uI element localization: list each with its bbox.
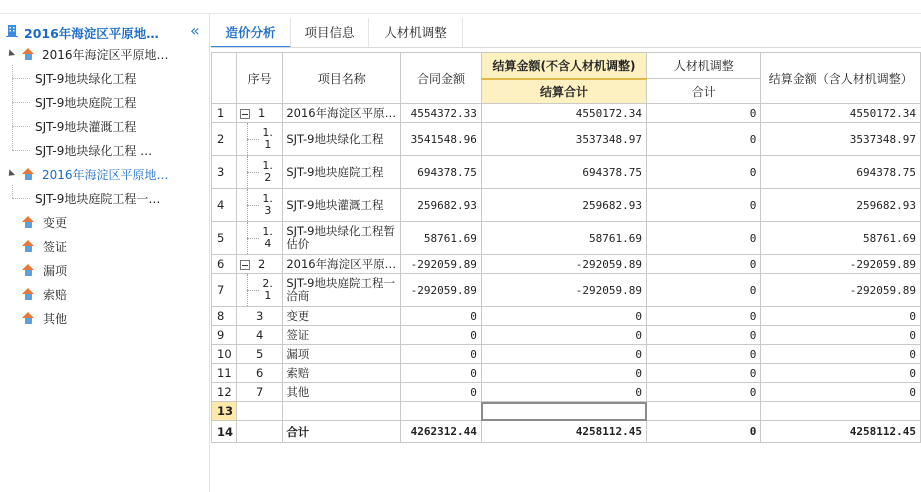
settle-cell[interactable]: 0 [481, 326, 646, 345]
seq-number: 7 [256, 385, 264, 399]
rcj-cell[interactable]: 0 [647, 364, 761, 383]
name-cell[interactable]: SJT-9地块庭院工程一洽商 [283, 274, 401, 307]
seq-number [262, 226, 273, 250]
tab-bar [211, 14, 921, 48]
settle-cell[interactable]: 0 [481, 364, 646, 383]
total-row[interactable] [212, 421, 921, 443]
name-cell[interactable]: 索赔 [283, 364, 401, 383]
tree-item[interactable] [0, 67, 210, 89]
settle-cell[interactable]: 0 [481, 383, 646, 402]
home-icon [22, 312, 35, 324]
contract-cell[interactable]: 4554372.33 [401, 104, 482, 123]
seq-number: 5 [256, 347, 264, 361]
tree-connector [247, 238, 259, 239]
row-number[interactable]: 5 [212, 222, 237, 255]
header-rcj: 人材机调整 [647, 53, 761, 79]
tree-connector [12, 126, 30, 127]
name-cell[interactable]: 其他 [283, 383, 401, 402]
seq-line-2: 3 [264, 204, 272, 217]
tree-group-label: 2016年海淀区平原地… [42, 48, 169, 62]
name-cell[interactable]: SJT-9地块绿化工程 [283, 123, 401, 156]
rcj-cell[interactable]: 0 [647, 222, 761, 255]
seq-cell [237, 364, 283, 383]
rcj-cell[interactable]: 0 [647, 345, 761, 364]
row-number[interactable]: 7 [212, 274, 237, 307]
tree-item-label: SJT-9地块绿化工程 [35, 72, 137, 86]
project-tree-panel [0, 14, 210, 492]
seq-cell [237, 156, 283, 189]
tree-connector [12, 102, 30, 103]
tree-root[interactable] [0, 21, 210, 43]
settle-incl-cell[interactable]: 259682.93 [761, 189, 921, 222]
seq-cell [237, 104, 283, 123]
seq-cell [237, 383, 283, 402]
name-cell[interactable]: 签证 [283, 326, 401, 345]
contract-cell[interactable]: 0 [401, 307, 482, 326]
tree-item-label: 索赔 [43, 288, 68, 302]
table-row[interactable] [212, 156, 921, 189]
tree-item-label: 漏项 [43, 264, 68, 278]
contract-cell[interactable]: -292059.89 [401, 274, 482, 307]
tree-connector [247, 139, 259, 140]
tree-item-label: 签证 [43, 240, 68, 254]
rcj-cell[interactable]: 0 [647, 123, 761, 156]
settle-cell[interactable]: 259682.93 [481, 189, 646, 222]
total-label: 合计 [283, 421, 401, 443]
expand-arrow-icon[interactable] [6, 49, 15, 58]
name-cell[interactable]: SJT-9地块绿化工程暂估价 [283, 222, 401, 255]
contract-cell[interactable] [401, 402, 482, 421]
rcj-cell[interactable]: 0 [647, 156, 761, 189]
settle-cell[interactable]: 58761.69 [481, 222, 646, 255]
name-cell[interactable] [283, 402, 401, 421]
row-number[interactable]: 1 [212, 104, 237, 123]
seq-number [262, 278, 273, 302]
name-cell[interactable]: SJT-9地块灌溉工程 [283, 189, 401, 222]
row-number[interactable]: 9 [212, 326, 237, 345]
header-settle-incl: 结算金额（含人材机调整） [761, 53, 921, 104]
header-contract: 合同金额 [401, 53, 482, 104]
row-number[interactable]: 8 [212, 307, 237, 326]
tree-item-3[interactable] [0, 259, 210, 281]
total-rcj: 0 [647, 421, 761, 443]
settle-incl-cell[interactable]: -292059.89 [761, 255, 921, 274]
seq-line-2: 1 [264, 289, 272, 302]
rcj-cell[interactable]: 0 [647, 104, 761, 123]
total-contract: 4262312.44 [401, 421, 482, 443]
top-bar [0, 0, 921, 14]
row-number[interactable]: 13 [212, 402, 237, 421]
seq-number: 3 [256, 309, 264, 323]
name-cell[interactable]: 变更 [283, 307, 401, 326]
contract-cell[interactable]: 0 [401, 326, 482, 345]
table-row[interactable] [212, 307, 921, 326]
contract-cell[interactable]: 259682.93 [401, 189, 482, 222]
name-cell[interactable]: 漏项 [283, 345, 401, 364]
settle-incl-cell[interactable]: 0 [761, 383, 921, 402]
tab-project-info[interactable]: 项目信息 [291, 18, 369, 48]
tree-item[interactable] [0, 187, 210, 209]
settle-incl-cell[interactable]: 58761.69 [761, 222, 921, 255]
header-rcj-total: 合计 [647, 79, 761, 104]
contract-cell[interactable]: 0 [401, 383, 482, 402]
settle-cell[interactable]: 0 [481, 307, 646, 326]
tree-item[interactable] [0, 115, 210, 137]
tree-item[interactable] [0, 91, 210, 113]
seq-line-2: 1 [264, 138, 272, 151]
expand-arrow-icon[interactable] [6, 169, 15, 178]
row-number[interactable]: 10 [212, 345, 237, 364]
row-number[interactable]: 3 [212, 156, 237, 189]
tree-connector [12, 150, 30, 151]
tree-connector [12, 65, 13, 150]
seq-line-1: 2. [262, 277, 273, 290]
seq-line-1: 1. [262, 126, 273, 139]
home-icon [22, 48, 35, 60]
tab-cost-analysis[interactable]: 造价分析 [211, 18, 291, 48]
tree-connector [12, 78, 30, 79]
table-row[interactable] [212, 123, 921, 156]
row-number[interactable]: 4 [212, 189, 237, 222]
table-row[interactable] [212, 326, 921, 345]
home-icon [22, 216, 35, 228]
header-seq: 序号 [237, 53, 283, 104]
collapse-toggle-icon[interactable] [240, 260, 250, 270]
header-name: 项目名称 [283, 53, 401, 104]
building-icon [6, 24, 18, 37]
header-settle-total: 结算合计 [481, 79, 646, 104]
tree-group-label: 2016年海淀区平原地… [42, 168, 169, 182]
tree-item-label: 变更 [43, 216, 68, 230]
collapse-panel-icon[interactable]: « [190, 21, 200, 40]
seq-cell [237, 307, 283, 326]
header-settle-excl: 结算金额(不含人材机调整) [481, 53, 646, 79]
settle-incl-cell[interactable]: 0 [761, 326, 921, 345]
seq-line-1: 1. [262, 192, 273, 205]
table-row[interactable] [212, 274, 921, 307]
home-icon [22, 264, 35, 276]
table-row[interactable] [212, 222, 921, 255]
settle-incl-cell[interactable]: -292059.89 [761, 274, 921, 307]
header-row-number [212, 53, 237, 104]
settle-incl-cell[interactable]: 3537348.97 [761, 123, 921, 156]
name-cell[interactable]: SJT-9地块庭院工程 [283, 156, 401, 189]
collapse-toggle-icon[interactable] [240, 109, 250, 119]
seq-number: 2 [258, 257, 266, 271]
settle-incl-cell[interactable] [761, 402, 921, 421]
home-icon [22, 240, 35, 252]
tree-group-2[interactable] [0, 163, 210, 185]
row-number[interactable]: 2 [212, 123, 237, 156]
seq-cell [237, 222, 283, 255]
name-cell[interactable]: 2016年海淀区平原… [283, 255, 401, 274]
tree-connector [12, 185, 13, 198]
seq-number: 6 [256, 366, 264, 380]
seq-cell [237, 255, 283, 274]
settle-incl-cell[interactable]: 0 [761, 307, 921, 326]
tree-item-1[interactable] [0, 211, 210, 233]
table-row[interactable] [212, 364, 921, 383]
row-number[interactable]: 14 [212, 421, 237, 443]
row-number[interactable]: 6 [212, 255, 237, 274]
rcj-cell[interactable]: 0 [647, 255, 761, 274]
seq-number: 4 [256, 328, 264, 342]
table-row[interactable] [212, 255, 921, 274]
tree-root-label: 2016年海淀区平原地… [24, 26, 159, 41]
tree-item-label: SJT-9地块庭院工程一… [35, 192, 161, 206]
tree-item-5[interactable] [0, 307, 210, 329]
contract-cell[interactable]: 58761.69 [401, 222, 482, 255]
rcj-cell[interactable]: 0 [647, 189, 761, 222]
settle-incl-cell[interactable]: 4550172.34 [761, 104, 921, 123]
seq-cell [237, 421, 283, 443]
contract-cell[interactable]: 0 [401, 364, 482, 383]
settle-cell[interactable]: -292059.89 [481, 274, 646, 307]
tree-item[interactable] [0, 139, 210, 161]
home-icon [22, 288, 35, 300]
tree-item-label: SJT-9地块庭院工程 [35, 96, 137, 110]
rcj-cell[interactable] [647, 402, 761, 421]
tree-item-4[interactable] [0, 283, 210, 305]
rcj-cell[interactable]: 0 [647, 307, 761, 326]
table-row[interactable] [212, 104, 921, 123]
seq-number [262, 160, 273, 184]
contract-cell[interactable]: 3541548.96 [401, 123, 482, 156]
tree-connector [12, 198, 30, 199]
table-row[interactable] [212, 189, 921, 222]
settle-incl-cell[interactable]: 694378.75 [761, 156, 921, 189]
settle-incl-cell[interactable]: 0 [761, 345, 921, 364]
seq-cell [237, 274, 283, 307]
settle-cell[interactable]: 4550172.34 [481, 104, 646, 123]
table-row[interactable] [212, 383, 921, 402]
tab-divider [211, 47, 921, 48]
total-settle: 4258112.45 [481, 421, 646, 443]
settle-cell[interactable] [481, 402, 646, 421]
tree-item-label: SJT-9地块灌溉工程 [35, 120, 137, 134]
seq-cell [237, 326, 283, 345]
seq-line-1: 1. [262, 159, 273, 172]
settle-cell[interactable]: 0 [481, 345, 646, 364]
name-cell[interactable]: 2016年海淀区平原… [283, 104, 401, 123]
seq-cell [237, 123, 283, 156]
tree-connector [247, 172, 259, 173]
table-row[interactable] [212, 402, 921, 421]
seq-cell [237, 402, 283, 421]
seq-number [262, 193, 273, 217]
cost-analysis-grid [211, 52, 921, 443]
contract-cell[interactable]: 0 [401, 345, 482, 364]
row-number[interactable]: 12 [212, 383, 237, 402]
settle-incl-cell[interactable]: 0 [761, 364, 921, 383]
seq-line-2: 4 [264, 237, 272, 250]
rcj-cell[interactable]: 0 [647, 383, 761, 402]
seq-number [262, 127, 273, 151]
tree-item-label: SJT-9地块绿化工程 … [35, 144, 153, 158]
tab-material-adjust[interactable]: 人材机调整 [369, 18, 463, 48]
tree-connector [247, 205, 259, 206]
contract-cell[interactable]: 694378.75 [401, 156, 482, 189]
settle-cell[interactable]: 694378.75 [481, 156, 646, 189]
total-settle-incl: 4258112.45 [761, 421, 921, 443]
seq-cell [237, 345, 283, 364]
home-icon [22, 168, 35, 180]
seq-cell [237, 189, 283, 222]
seq-line-2: 2 [264, 171, 272, 184]
contract-cell[interactable]: -292059.89 [401, 255, 482, 274]
rcj-cell[interactable]: 0 [647, 326, 761, 345]
seq-line-1: 1. [262, 225, 273, 238]
tree-group-1[interactable] [0, 43, 210, 65]
settle-cell[interactable]: -292059.89 [481, 255, 646, 274]
tree-connector [247, 290, 259, 291]
row-number[interactable]: 11 [212, 364, 237, 383]
rcj-cell[interactable]: 0 [647, 274, 761, 307]
settle-cell[interactable]: 3537348.97 [481, 123, 646, 156]
tree-item-2[interactable] [0, 235, 210, 257]
tree-item-label: 其他 [43, 312, 68, 326]
table-row[interactable] [212, 345, 921, 364]
seq-number: 1 [258, 106, 266, 120]
